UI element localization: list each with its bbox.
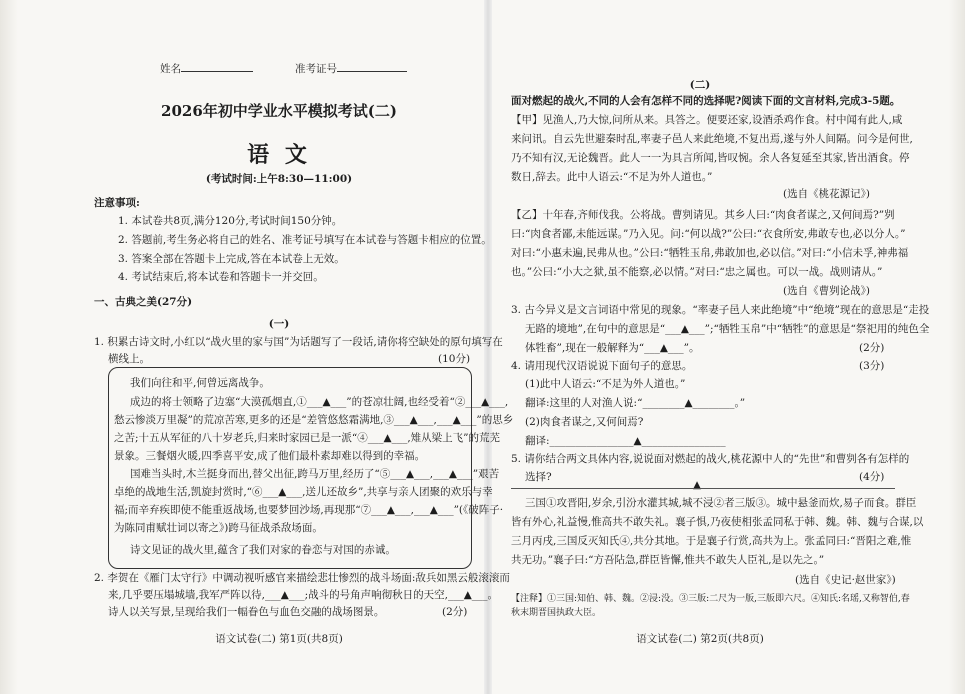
question-3-cont: 体牲畜”,现在一般解释为“___▲___”。: [525, 342, 700, 354]
text-yi-line: 对曰:“小惠未遍,民弗从也。”公曰:“牺牲玉帛,弗敢加也,必以信。”对曰:“小信未孚,神弗福: [511, 247, 909, 259]
question-5-cont: 选择?: [525, 471, 552, 483]
exam-no-label: 准考证号: [295, 63, 337, 75]
question-5-score: (4分): [859, 471, 885, 483]
box-line: 成边的将士领略了边塞“大漠孤烟直,①___▲___”的苍凉壮阔,也经受着“②___▲___,: [130, 396, 509, 408]
text-yi-line: 也。”公曰:“小大之狱,虽不能察,必以情。”对曰:“忠之属也。可以一战。战则请从。”: [511, 266, 883, 278]
question-2-score: (2分): [442, 606, 468, 618]
exam-time: (考试时间:上午8:30—11:00): [205, 173, 353, 185]
note-item: 2. 答题前,考生务必将自己的姓名、准考证号填写在本试卷与答题卡相应的位置。: [118, 234, 492, 246]
question-1-score: (10分): [438, 353, 471, 365]
notes-heading: 注意事项:: [94, 197, 140, 209]
annotation-note-cont: 秋末期晋国执政大臣。: [511, 608, 602, 618]
page-1: [80, 0, 514, 694]
exam-no-blank: [337, 60, 407, 72]
subject-title: 语 文: [247, 142, 311, 168]
question-3-score: (2分): [859, 342, 885, 354]
text-bing-line: 共无功。”襄子曰:“方吾阽急,群臣皆懈,惟共不敢失人臣礼,是以先之。”: [511, 554, 825, 566]
text-jia-source: (选自《桃花源记》): [783, 188, 870, 200]
question-2-cont: 诗人以关写景,呈现给我们一幅眷色与血色交融的战场图景。: [108, 606, 385, 618]
exam-title: 2026年初中学业水平模拟考试(二): [161, 102, 397, 120]
section-heading: 一、古典之美(27分): [94, 296, 193, 308]
question-4-1: (1)此中人语云:“不足为外人道也。”: [525, 378, 686, 390]
box-line: 愁云惨淡万里凝”的荒凉苦寒,更多的还是“差管悠悠霜满地,③___▲___,___▲___”的思乡: [114, 414, 514, 426]
name-label: 姓名: [160, 63, 181, 75]
page-footer: 语文试卷(二) 第2页(共8页): [636, 633, 764, 645]
name-field: [160, 60, 253, 76]
text-bing-line: 三国①攻晋阳,岁余,引汾水灌其城,城不浸②者三版③。城中悬釜而炊,易子而食。群臣: [525, 497, 917, 509]
exam-no-field: [295, 60, 407, 76]
text-bing-source: (选自《史记·赵世家》): [795, 574, 896, 586]
box-line: 福;而辛弃疾即使不能重返战场,也要梦回沙场,再现那“⑦___▲___,___▲___”(《破阵子·: [114, 504, 504, 516]
text-yi-line: 【乙】十年春,齐师伐我。公将战。曹刿请见。其乡人曰:“肉食者谋之,又何间焉?”刿: [511, 209, 895, 221]
question-3: 3. 古今异义是文言词语中常见的现象。“率妻子邑人来此绝境”中“绝境”现在的意思是“走投: [511, 304, 930, 316]
box-line: 景象。三餐烟火暖,四季喜平安,成了他们最朴素却难以得到的幸福。: [114, 450, 426, 462]
note-item: 1. 本试卷共8页,满分120分,考试时间150分钟。: [118, 215, 343, 227]
note-item: 4. 考试结束后,将本试卷和答题卡一并交回。: [118, 271, 324, 283]
divider-line: [511, 488, 895, 489]
question-4: 4. 请用现代汉语说说下面句子的意思。: [511, 360, 693, 372]
page-footer: 语文试卷(二) 第1页(共8页): [215, 633, 343, 645]
question-1-cont: 横线上。: [108, 353, 150, 365]
box-line: 为陈同甫赋壮词以寄之》)跨马征战杀敌场面。: [114, 522, 323, 534]
box-line: 之苦;十五从军征的八十岁老兵,归来时家园已是一派“④___▲___,雉从梁上飞”的荒芜: [114, 432, 501, 444]
name-blank: [181, 60, 253, 72]
text-jia-line: 来问讯。自云先世避秦时乱,率妻子邑人来此绝境,不复出焉,遂与外人间隔。问今是何世,: [511, 133, 913, 145]
part-label: (二): [689, 79, 711, 91]
question-4-2-answer: 翻译:________________▲________________: [525, 435, 726, 447]
text-jia-line: 【甲】见渔人,乃大惊,问所从来。具答之。便要还家,设酒杀鸡作食。村中闻有此人,咸: [511, 114, 903, 126]
binding-edge-left: [0, 0, 18, 694]
text-bing-line: 皆有外心,礼益慢,惟高共不敢失礼。襄子惧,乃夜使相张孟同私于韩、魏。韩、魏与合谋,以: [511, 516, 924, 528]
question-1: 1. 积累古诗文时,小红以“战火里的家与国”为话题写了一段话,请你将空缺处的原句填写在: [94, 336, 503, 348]
text-jia-line: 数日,辞去。此中人语云:“不足为外人道也。”: [511, 171, 713, 183]
text-jia-line: 乃不知有汉,无论魏晋。此人一一为具言所闻,皆叹惋。余人各复延至其家,皆出酒食。停: [511, 152, 910, 164]
text-bing-line: 三月丙戌,三国反灭知氏④,共分其地。于是襄子行赏,高共为上。张孟同曰:“晋阳之难,惟: [511, 535, 912, 547]
binding-edge-right: [949, 0, 965, 694]
text-yi-line: 曰:“肉食者鄙,未能远谋。”乃入见。问:“何以战?”公曰:“衣食所安,弗敢专也,必以分人。”: [511, 228, 906, 240]
question-4-score: (3分): [859, 360, 885, 372]
question-4-1-answer: 翻译:这里的人对渔人说:“________▲________。”: [525, 397, 746, 409]
part-label: (一): [268, 318, 290, 330]
annotation-note: 【注释】①三国:知伯、韩、魏。②浸:没。③三版:二尺为一版,三版即六尺。④知氏:名瑶,又称智伯,春: [511, 594, 910, 604]
box-line: 国难当头时,木兰挺身而出,替父出征,跨马万里,经历了“⑤___▲___,___▲___”艰苦: [130, 468, 500, 480]
reading-intro: 面对燃起的战火,不同的人会有怎样不同的选择呢?阅读下面的文言材料,完成3-5题。: [511, 95, 901, 107]
question-2-cont: 来,几乎要压塌城墙,我军严阵以待,___▲___;战斗的号角声响彻秋日的天空,___▲___。: [108, 589, 499, 601]
question-2: 2. 李贺在《雁门太守行》中调动视听感官来描绘悲壮惨烈的战斗场面:敌兵如黑云般滚滚而: [94, 572, 510, 584]
box-line: 我们向往和平,何曾远离战争。: [130, 377, 270, 389]
note-item: 3. 答案全部在答题卡上完成,答在本试卷上无效。: [118, 253, 345, 265]
box-line: 卓绝的战地生活,凯旋封赏时,“⑥___▲___,送儿还故乡”,共享与亲人团聚的欢乐与幸: [114, 486, 493, 498]
question-3-cont: 无路的境地”,在句中的意思是“___▲___”;“牺牲玉帛”中“牺牲”的意思是“祭祀用的纯色全: [525, 323, 930, 335]
answer-marker: ▲: [693, 479, 702, 491]
question-4-2: (2)肉食者谋之,又何间焉?: [525, 416, 644, 428]
box-line: 诗文见证的战火里,蕴含了我们对家的眷恋与对国的赤诚。: [130, 544, 396, 556]
text-yi-source: (选自《曹刿论战》): [783, 285, 870, 297]
question-5: 5. 请你结合两文具体内容,说说面对燃起的战火,桃花源中人的“先世”和曹刿各有怎样的: [511, 453, 910, 465]
page-2: [505, 0, 930, 694]
